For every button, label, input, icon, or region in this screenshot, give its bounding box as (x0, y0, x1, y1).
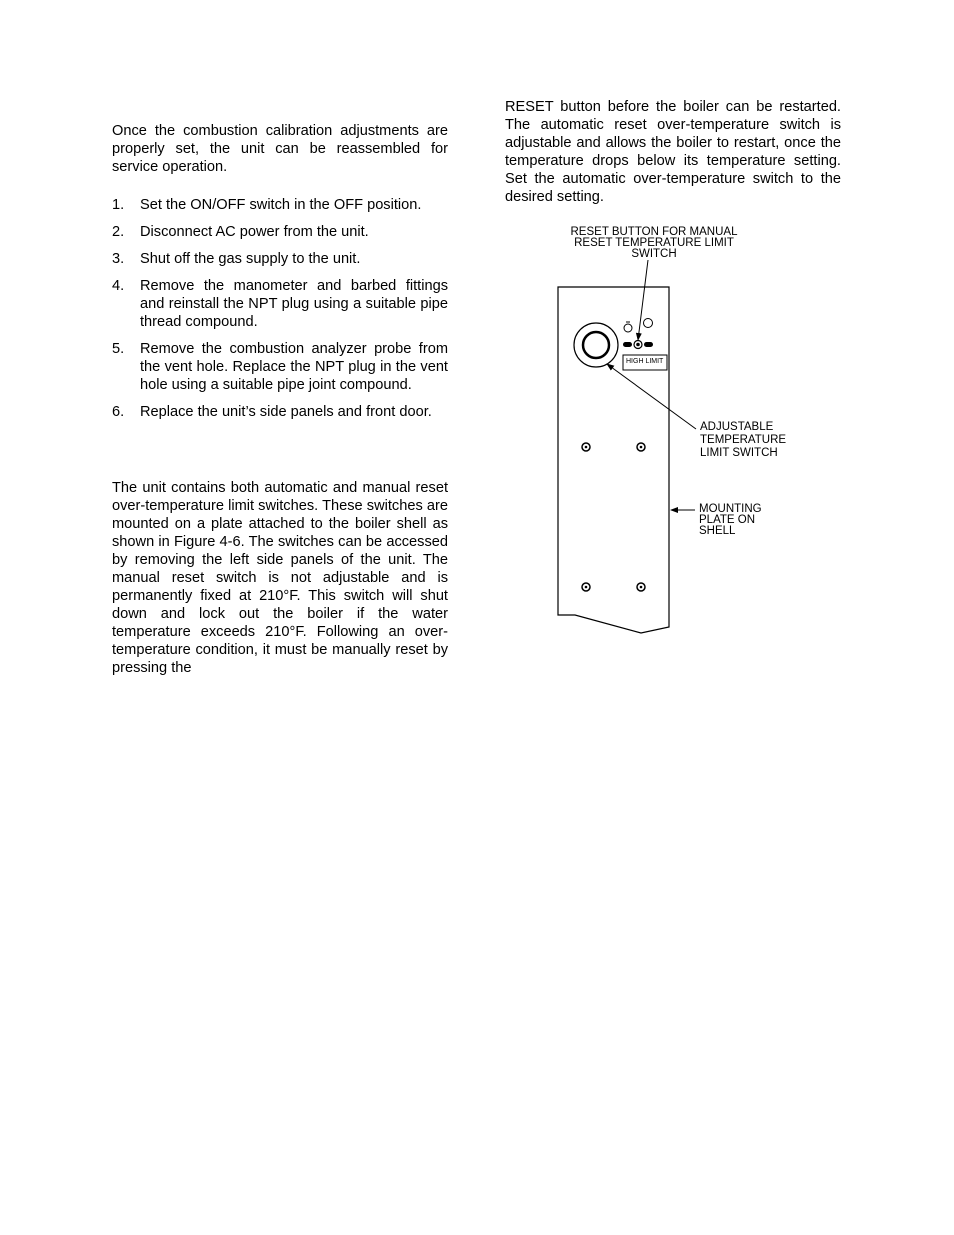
manual-reset-switch (574, 323, 618, 367)
adjustable-leader-line (607, 364, 696, 429)
step-number: 1. (112, 197, 125, 213)
indicator-light (644, 319, 653, 328)
step-number: 3. (112, 251, 125, 267)
step-text: Remove the combustion analyzer probe from the vent hole. Replace the NPT plug in the vent hole using a suitable pipe joint compound. (140, 341, 448, 393)
list-item (112, 250, 448, 268)
step-number: 6. (112, 404, 125, 420)
adjustable-switch-dial (624, 324, 632, 332)
step-text: Disconnect AC power from the unit. (140, 224, 369, 240)
limit-switch-figure (540, 222, 800, 642)
step-number: 4. (112, 278, 125, 294)
step-text: Shut off the gas supply to the unit. (140, 251, 361, 267)
step-text: Set the ON/OFF switch in the OFF position. (140, 197, 422, 213)
adjustable-switch-label: ADJUSTABLE TEMPERATURE LIMIT SWITCH (700, 421, 787, 459)
high-limit-label: HIGH LIMIT (626, 358, 664, 365)
step-text: Replace the unit’s side panels and front door. (140, 404, 432, 420)
reset-paragraph: RESET button before the boiler can be restarted. The automatic reset over-temperature switch is adjustable and allows the boiler to restart, once the temperature drops below its temperature setting. Set the automatic over-temperature switch to the desired setting. (505, 99, 841, 205)
limit-switch-paragraph: The unit contains both automatic and manual reset over-temperature limit switches. These switches are mounted on a plate attached to the boiler shell as shown in Figure 4-6. The switches can be accessed by removing the left side panels of the unit. The manual reset switch is not adjustable and is permanently fixed at 210°F. This switch will shut down and lock out the boiler if the water temperature exceeds 210°F. Following an over-temperature condition, it must be manually reset by pressing the (112, 480, 448, 676)
list-item (112, 403, 448, 421)
step-number: 5. (112, 341, 125, 357)
list-item (112, 340, 448, 394)
step-number: 2. (112, 224, 125, 240)
list-item (112, 196, 448, 214)
mounting-plate-label: MOUNTING PLATE ON SHELL (699, 503, 762, 537)
reassembly-steps (112, 196, 448, 421)
list-item (112, 277, 448, 331)
terminal-right (644, 342, 653, 347)
reset-button-label: RESET BUTTON FOR MANUAL RESET TEMPERATURE LIMIT SWITCH (570, 226, 738, 260)
reset-leader-line (638, 260, 648, 340)
list-item (112, 223, 448, 241)
step-text: Remove the manometer and barbed fittings and reinstall the NPT plug using a suitable pipe thread compound. (140, 278, 448, 330)
terminal-left (623, 342, 632, 347)
right-column (505, 98, 841, 206)
left-column (112, 122, 448, 677)
intro-paragraph: Once the combustion calibration adjustments are properly set, the unit can be reassembled for service operation. (112, 123, 448, 175)
